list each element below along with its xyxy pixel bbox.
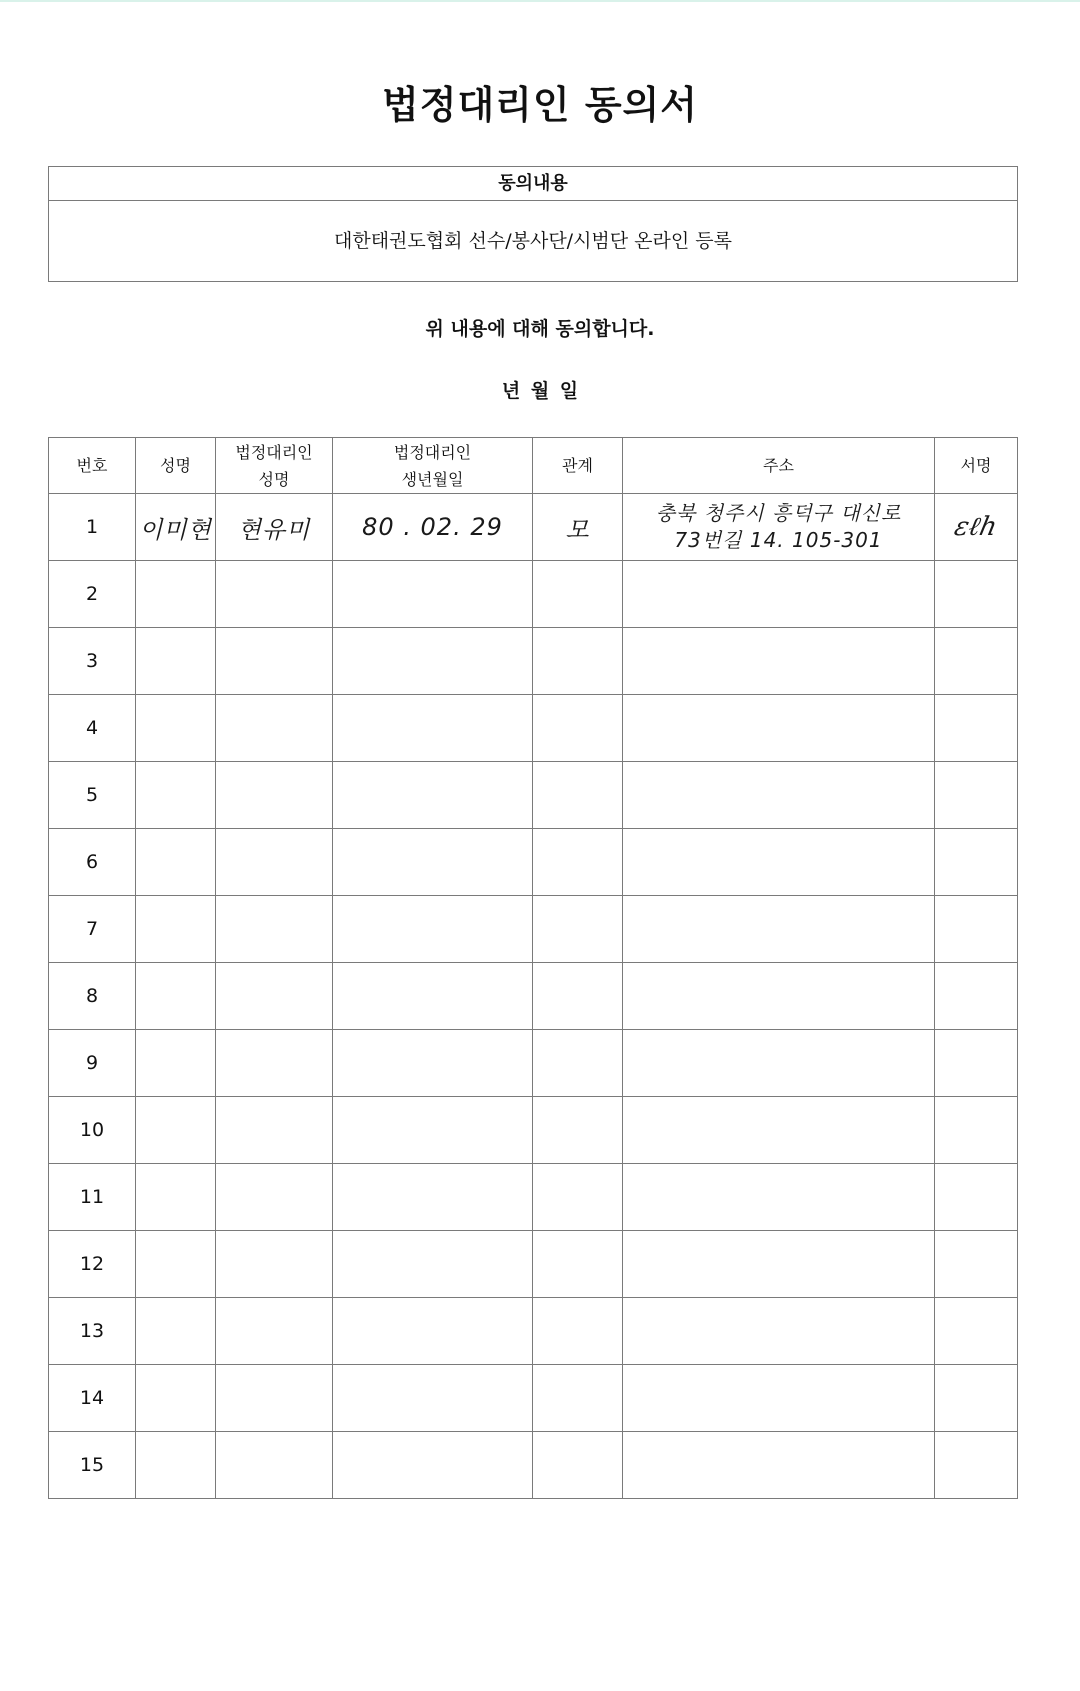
cell-no: 7 <box>49 896 136 963</box>
header-no: 번호 <box>49 438 136 494</box>
cell-no: 13 <box>49 1298 136 1365</box>
table-row <box>49 1164 1018 1231</box>
table-row <box>49 494 1018 561</box>
header-guardian-birth-line1: 법정대리인 <box>393 442 472 462</box>
header-address: 주소 <box>623 438 935 494</box>
header-guardian-name <box>216 438 333 494</box>
cell-no: 5 <box>49 762 136 829</box>
table-row <box>49 695 1018 762</box>
cell-no: 11 <box>49 1164 136 1231</box>
handwritten-relation: 모 <box>565 515 590 544</box>
header-guardian-birth-line2: 생년월일 <box>401 469 464 489</box>
cell-no: 9 <box>49 1030 136 1097</box>
header-guardian-birth <box>333 438 533 494</box>
table-row <box>49 561 1018 628</box>
cell-guardian-birth <box>333 494 533 561</box>
handwritten-address-line1: 충북 청주시 흥덕구 대신로 <box>655 501 902 525</box>
agree-statement: 위 내용에 대해 동의합니다. <box>425 318 655 340</box>
cell-no: 6 <box>49 829 136 896</box>
table-row <box>49 762 1018 829</box>
table-header-row <box>49 438 1018 494</box>
cell-guardian-name <box>216 494 333 561</box>
cell-no: 2 <box>49 561 136 628</box>
table-row <box>49 896 1018 963</box>
table-row <box>49 1097 1018 1164</box>
cell-no: 12 <box>49 1231 136 1298</box>
handwritten-guardian-name: 현유미 <box>237 515 311 544</box>
table-row <box>49 1365 1018 1432</box>
cell-no: 1 <box>49 494 136 561</box>
header-guardian-name-line2: 성명 <box>258 469 290 489</box>
cell-signature <box>935 494 1018 561</box>
header-guardian-name-line1: 법정대리인 <box>235 442 313 462</box>
guardian-table <box>48 437 1018 1499</box>
cell-no: 14 <box>49 1365 136 1432</box>
cell-no: 15 <box>49 1432 136 1499</box>
cell-no: 10 <box>49 1097 136 1164</box>
cell-name <box>136 494 216 561</box>
header-name: 성명 <box>136 438 216 494</box>
table-row <box>49 1231 1018 1298</box>
consent-body: 대한태권도협회 선수/봉사단/시범단 온라인 등록 <box>333 230 732 252</box>
cell-address <box>623 494 935 561</box>
cell-no: 8 <box>49 963 136 1030</box>
table-row <box>49 1030 1018 1097</box>
signature-mark: ɛℓℎ <box>952 512 1000 542</box>
cell-no: 3 <box>49 628 136 695</box>
handwritten-address <box>656 500 902 554</box>
handwritten-address-line2: 73번길 14. 105-301 <box>674 528 883 552</box>
consent-header: 동의내용 <box>49 167 1017 201</box>
table-row <box>49 1432 1018 1499</box>
table-row <box>49 829 1018 896</box>
date-line: 년 월 일 <box>501 380 579 402</box>
table-row <box>49 628 1018 695</box>
top-divider <box>0 0 1080 2</box>
document-title: 법정대리인 동의서 <box>382 83 698 127</box>
handwritten-name: 이미현 <box>139 515 212 544</box>
consent-box <box>48 166 1018 282</box>
header-relation: 관계 <box>533 438 623 494</box>
table-row <box>49 1298 1018 1365</box>
handwritten-guardian-birth: 80 . 02. 29 <box>362 513 503 541</box>
table-row <box>49 963 1018 1030</box>
header-signature: 서명 <box>935 438 1018 494</box>
cell-relation <box>533 494 623 561</box>
cell-no: 4 <box>49 695 136 762</box>
